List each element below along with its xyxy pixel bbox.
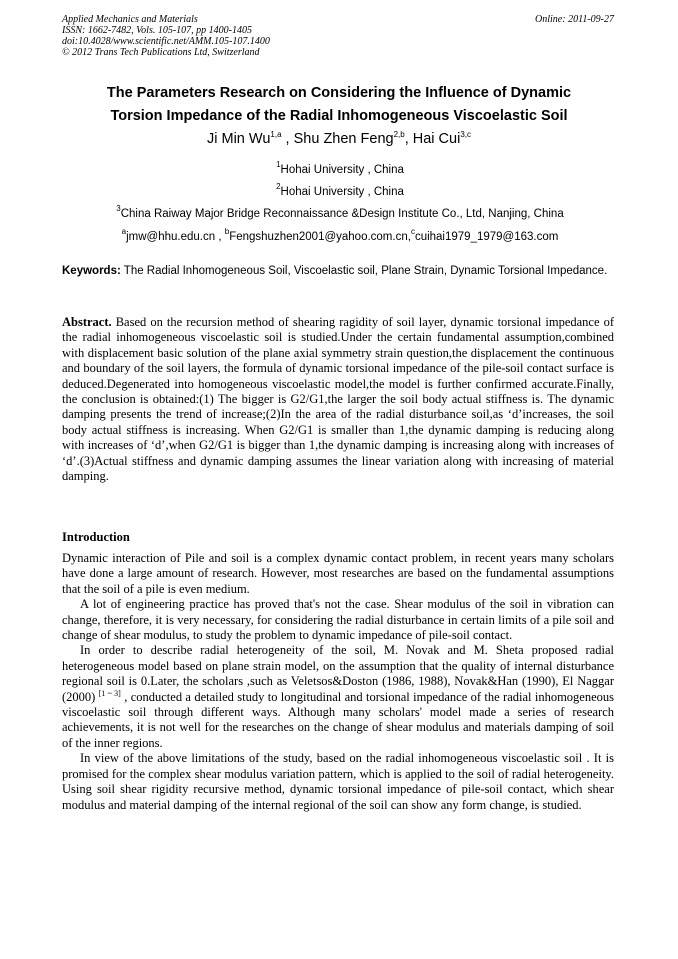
doi-line[interactable]: doi:10.4028/www.scientific.net/AMM.105-107.1400 xyxy=(62,36,270,47)
author-sup: 2,b xyxy=(393,130,405,139)
introduction-body xyxy=(62,551,614,813)
affiliation-text: Hohai University , China xyxy=(280,186,404,198)
affiliation-1 xyxy=(40,160,640,177)
email-address[interactable]: Fengshuzhen2001@yahoo.com.cn, xyxy=(229,231,411,243)
abstract-label: Abstract. xyxy=(62,315,112,329)
journal-name: Applied Mechanics and Materials xyxy=(62,14,198,25)
author-list: Ji Min Wu$^{1,a}$ , Shu Zhen Feng$^{2,b}$, Hai Cui$^{3,c}$ xyxy=(207,130,471,147)
email-line xyxy=(40,227,640,244)
title-line-1: The Parameters Research on Considering the Influence of Dynamic xyxy=(106,85,572,101)
affiliation-sup: 2 xyxy=(276,182,281,191)
affiliation-3 xyxy=(40,204,640,221)
section-heading-introduction: Introduction xyxy=(62,530,130,544)
paragraph: In view of the above limitations of the study, based on the radial inhomogeneous viscoelastic soil . It is promised for the complex shear modulus variation pattern, which is applied to the soil of radial heterogeneity. Using soil shear rigidity recursive method, dynamic torsional impedance of pile-soil contact, which shear modulus and material damping of the internal regional of the soil can show any form change, is studied. xyxy=(62,751,614,812)
email-sup: a xyxy=(121,227,127,236)
paragraph: A lot of engineering practice has proved that's not the case. Shear modulus of the soil in vibration can change, therefore, it is very necessary, for considering the radial disturbance in certain limits of a pile soil and change of shear modulus, to study the problem to dynamic impedance of pile-soil contact. xyxy=(62,597,614,643)
keywords-block xyxy=(62,264,614,279)
issn-line: ISSN: 1662-7482, Vols. 105-107, pp 1400-1405 xyxy=(62,25,252,36)
paragraph-text: In order to describe radial heterogeneity of the soil, M. Novak and M. Sheta proposed radial heterogeneous model based on plane strain model, on the assumption that the quality of internal disturbance regional soil is 0.Later, the scholars ,such as Veletsos&Doston (1986, 1988), Novak&Han (1990), El Naggar (2000) xyxy=(62,643,614,704)
paragraph-text: , conducted a detailed study to longitudinal and torsional impedance of the radial inhomogeneous viscoelastic soil through different ways. Although many scholars' model made a series of research achievements, it is not well for the researches on the change of shear modulus and materials damping of soil of the inner regions. xyxy=(62,689,615,750)
email-sup: c xyxy=(410,227,415,236)
author-sup: 3,c xyxy=(460,130,471,139)
author-name: Shu Zhen Feng xyxy=(293,131,394,147)
abstract-text: Based on the recursion method of shearing ragidity of soil layer, dynamic torsional impedance of the radial inhomogeneous viscoelastic soil is studied.Under the certain fundamental assumption,combined with displacement basic solution of the plane axial symmetry strain question,the displacement the continuous and boundary of the soil layers, the formula of dynamic torsional impedance of the pile-soil contact surface is deduced.Degenerated into homogeneous viscoelastic model,the model is further confirmed accurate.Finally, the conclusion is obtained:(1) The bigger is G2/G1,the larger the soil body actual stiffness is. The dynamic damping presents the trend of increase;(2)In the area of the radial disturbance soil,as ‘d’increases, the soil body actual stiffness is increasing. When G2/G1 is smaller than 1,the dynamic damping is reducing along with increases of ‘d’,when G2/G1 is bigger than 1,the dynamic damping is increasing along with increases of ‘d’.(3)Actual stiffness and dynamic damping assumes the linear variation along with increasing of material damping. xyxy=(62,315,614,484)
paragraph xyxy=(62,643,614,751)
keywords-label: Keywords: xyxy=(62,265,121,277)
email-address[interactable]: jmw@hhu.edu.cn , xyxy=(126,231,222,243)
journal-header xyxy=(62,14,614,58)
author-sup: 1,a xyxy=(270,130,282,139)
affiliation-sup: 1 xyxy=(276,160,281,169)
abstract-block xyxy=(62,315,614,484)
affiliation-text: Hohai University , China xyxy=(280,164,404,176)
email-sup: b xyxy=(224,227,230,236)
email-address[interactable]: cuihai1979_1979@163.com xyxy=(414,231,559,243)
citation-reference[interactable]: [1 ~ 3] xyxy=(98,688,121,698)
title-line-2: Torsion Impedance of the Radial Inhomogeneous Viscoelastic Soil xyxy=(110,108,568,124)
affiliation-text: China Raiway Major Bridge Reconnaissance &Design Institute Co., Ltd, Nanjing, China xyxy=(120,208,564,220)
author-name: Ji Min Wu xyxy=(207,131,271,147)
online-date: Online: 2011-09-27 xyxy=(535,14,614,25)
affiliation-sup: 3 xyxy=(116,204,121,213)
paper-title xyxy=(62,82,616,128)
copyright-line: © 2012 Trans Tech Publications Ltd, Switzerland xyxy=(62,47,260,58)
author-name: Hai Cui xyxy=(412,131,461,147)
affiliation-2 xyxy=(40,182,640,199)
keywords-text: The Radial Inhomogeneous Soil, Viscoelastic soil, Plane Strain, Dynamic Torsional Impedance. xyxy=(123,265,608,277)
paragraph: Dynamic interaction of Pile and soil is a complex dynamic contact problem, in recent years many scholars have done a large amount of research. However, most researches are based on the fundamental assumptions that the soil of a pile is even medium. xyxy=(62,551,614,596)
